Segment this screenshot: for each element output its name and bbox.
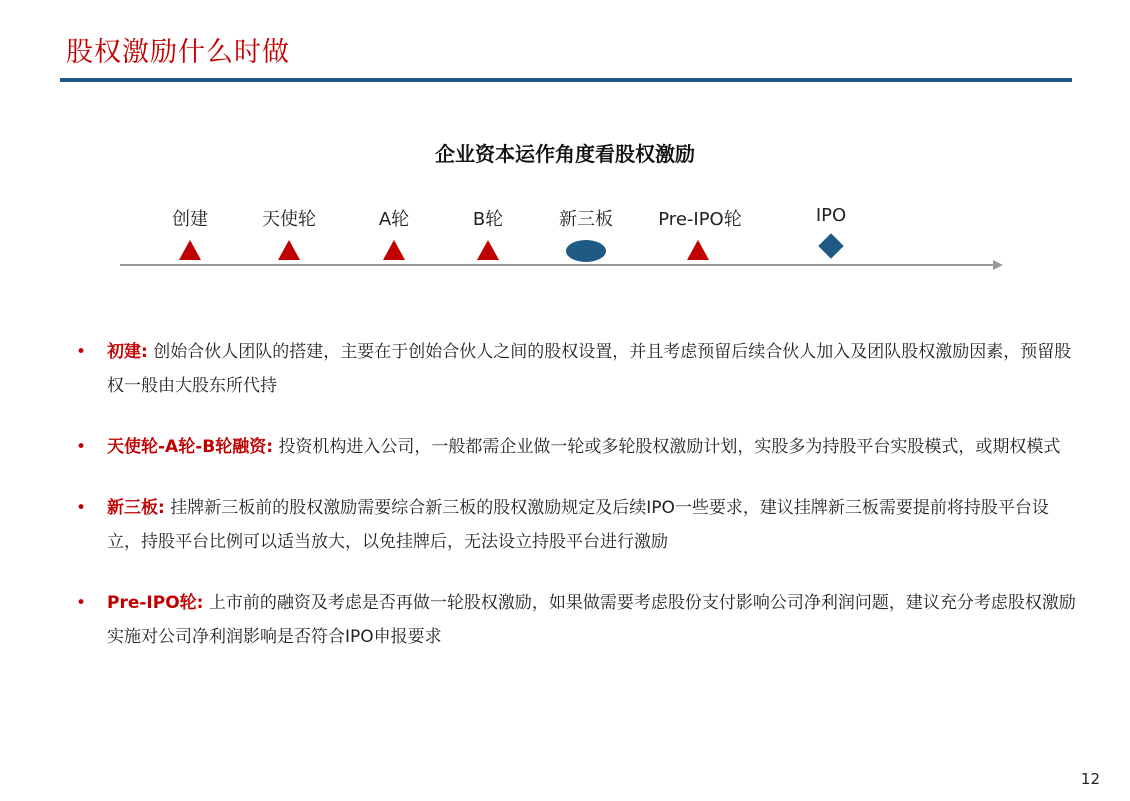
stage-label-pre-ipo: Pre-IPO轮	[658, 209, 742, 230]
bullet-lead: 天使轮-A轮-B轮融资:	[107, 437, 274, 457]
stage-label-series-b: B轮	[472, 209, 504, 230]
bullet-text: 挂牌新三板前的股权激励需要综合新三板的股权激励规定及后续IPO一些要求，建议挂牌新三板需要提前将持股平台设立，持股平台比例可以适当放大，以免挂牌后，无法设立持股平台进行激励	[107, 498, 1049, 552]
bullet-lead: 新三板:	[107, 498, 165, 518]
list-item	[76, 586, 1076, 654]
capital-timeline	[0, 200, 1130, 280]
bullet-text: 上市前的融资及考虑是否再做一轮股权激励，如果做需要考虑股份支付影响公司净利润问题，建议充分考虑股权激励实施对公司净利润影响是否符合IPO申报要求	[107, 593, 1076, 647]
triangle-marker	[278, 240, 300, 260]
stage-label-neeq: 新三板	[559, 209, 613, 230]
bullet-icon: •	[76, 342, 87, 362]
list-item	[76, 335, 1076, 403]
bullet-list	[76, 335, 1076, 681]
stage-label-ipo: IPO	[815, 205, 847, 226]
bullet-icon: •	[76, 498, 87, 518]
page-title: 股权激励什么时做	[66, 37, 290, 68]
arrow-right-icon	[993, 260, 1003, 270]
section-subtitle: 企业资本运作角度看股权激励	[435, 142, 695, 166]
bullet-text: 创始合伙人团队的搭建，主要在于创始合伙人之间的股权设置，并且考虑预留后续合伙人加入及团队股权激励因素，预留股权一般由大股东所代持	[107, 342, 1072, 396]
bullet-lead: Pre-IPO轮:	[107, 593, 204, 613]
list-item	[76, 430, 1076, 464]
bullet-icon: •	[76, 593, 87, 613]
list-item	[76, 491, 1076, 559]
bullet-icon: •	[76, 437, 87, 457]
timeline-axis	[120, 264, 995, 266]
stage-label-angel: 天使轮	[262, 209, 316, 230]
triangle-marker	[383, 240, 405, 260]
stage-label-series-a: A轮	[378, 209, 410, 230]
diamond-marker	[818, 233, 843, 258]
stage-label-founding: 创建	[172, 209, 208, 230]
bullet-text: 投资机构进入公司，一般都需企业做一轮或多轮股权激励计划，实股多为持股平台实股模式，或期权模式	[278, 437, 1061, 457]
oval-marker	[566, 240, 606, 262]
title-divider	[60, 78, 1072, 82]
bullet-lead: 初建:	[107, 342, 148, 362]
page-number: 12	[1080, 770, 1100, 788]
triangle-marker	[687, 240, 709, 260]
triangle-marker	[477, 240, 499, 260]
triangle-marker	[179, 240, 201, 260]
